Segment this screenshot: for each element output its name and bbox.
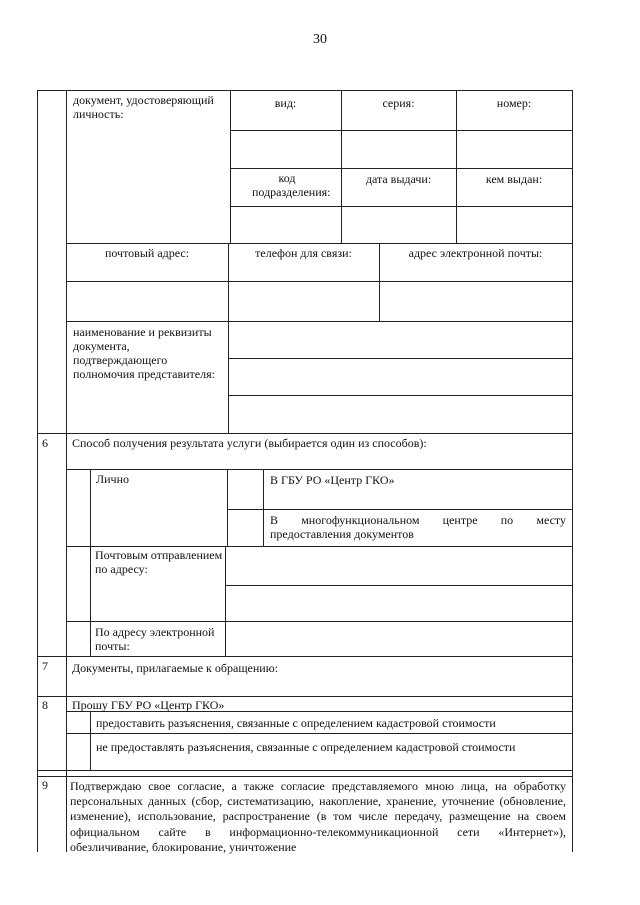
row-number: 6 — [42, 436, 48, 450]
divider — [66, 546, 572, 547]
doc-type-label: вид: — [274, 96, 297, 110]
divider — [66, 621, 572, 622]
row-number: 8 — [42, 698, 48, 712]
email-label: адрес электронной почты: — [408, 246, 543, 260]
divider — [230, 168, 572, 169]
email-address-field[interactable] — [228, 623, 570, 655]
divider — [228, 321, 229, 433]
issued-by-label: кем выдан: — [485, 172, 543, 186]
divider — [230, 206, 572, 207]
number-column-border — [66, 90, 67, 852]
postal-address-field[interactable] — [228, 548, 570, 583]
divider — [228, 395, 572, 396]
phone-label: телефон для связи: — [255, 246, 352, 260]
identity-document-label: документ, удостоверяющий личность: — [73, 93, 214, 121]
request-title: Прошу ГБУ РО «Центр ГКО» — [72, 698, 225, 712]
divider — [230, 90, 231, 243]
divider — [37, 696, 573, 697]
divider — [228, 358, 572, 359]
doc-number-label: номер: — [496, 96, 532, 110]
no-explanations-checkbox[interactable] — [68, 735, 88, 768]
no-explanations-label: не предоставлять разъяснения, связанные с определением кадастровой стоимости — [96, 740, 516, 754]
delivery-method-title: Способ получения результата услуги (выбирается один из способов): — [72, 436, 427, 450]
divider — [37, 776, 573, 777]
outer-right-border — [572, 90, 573, 852]
mfc-checkbox[interactable] — [230, 512, 260, 544]
divider — [263, 469, 264, 546]
provide-explanations-checkbox[interactable] — [68, 713, 88, 732]
divider — [66, 733, 572, 734]
divider — [66, 469, 572, 470]
in-person-gbu-checkbox[interactable] — [230, 474, 260, 506]
consent-text: Подтверждаю свое согласие, а также согласие представляемого мною лица, на обработку персональных данных (сбор, систематизацию, накопление, хранение, уточнение (обновление, изменение), использование, распространение (в том числе передачу, размещение на своем официальном сайте в информационно-телекоммуникационной сети «Интернет»), обезличивание, блокирование, уничтожение — [70, 779, 566, 854]
division-code-label: код подразделения: — [252, 171, 331, 199]
row-number: 7 — [42, 659, 48, 673]
divider — [230, 130, 572, 131]
divider — [225, 546, 226, 656]
postal-delivery-label: Почтовым отправлением по адресу: — [95, 548, 223, 576]
mfc-option-label: В многофункциональном центре по месту предоставления документов — [270, 513, 566, 541]
divider — [66, 243, 572, 244]
email-delivery-label: По адресу электронной почты: — [95, 625, 215, 653]
doc-series-label: серия: — [382, 96, 415, 110]
authority-document-label: наименование и реквизиты документа, подтверждающего полномочия представителя: — [73, 325, 215, 381]
top-border — [37, 90, 573, 91]
divider — [227, 509, 572, 510]
divider — [90, 711, 91, 770]
divider — [227, 469, 228, 546]
page-number: 30 — [313, 32, 327, 47]
divider — [456, 90, 457, 243]
attached-documents-label: Документы, прилагаемые к обращению: — [72, 661, 279, 675]
provide-explanations-label: предоставить разъяснения, связанные с определением кадастровой стоимости — [96, 716, 496, 730]
divider — [90, 469, 91, 656]
divider — [66, 321, 572, 322]
divider — [37, 656, 573, 657]
outer-left-border — [37, 90, 38, 852]
issue-date-label: дата выдачи: — [365, 172, 432, 186]
gbu-option-label: В ГБУ РО «Центр ГКО» — [270, 473, 395, 487]
in-person-label: Лично — [96, 472, 130, 486]
divider — [37, 433, 573, 434]
divider — [66, 281, 572, 282]
divider — [341, 90, 342, 243]
row-number: 9 — [42, 778, 48, 792]
divider — [225, 585, 572, 586]
postal-address-label: почтовый адрес: — [104, 246, 190, 260]
divider — [37, 770, 573, 771]
